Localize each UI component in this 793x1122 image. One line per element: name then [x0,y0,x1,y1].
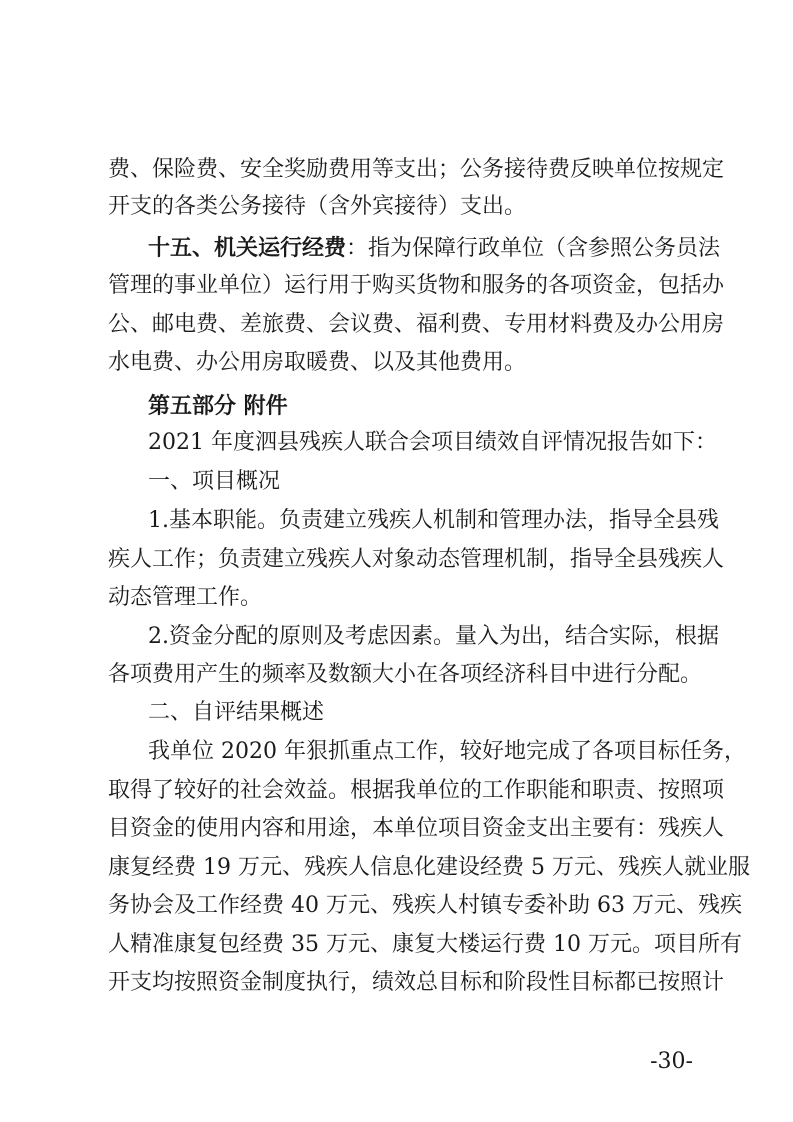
section-heading: 十五、机关运行经费 [148,235,347,261]
body-line: 开支均按照资金制度执行，绩效总目标和阶段性目标都已按照计 [108,970,725,995]
body-line: 务协会及工作经费 40 万元、残疾人村镇专委补助 63 万元、残疾 [108,893,742,918]
intro-line: 2021 年度泗县残疾人联合会项目绩效自评情况报告如下： [148,430,717,455]
body-line: 康复经费 19 万元、残疾人信息化建设经费 5 万元、残疾人就业服 [108,855,750,880]
body-line: 我单位 2020 年狠抓重点工作，较好地完成了各项目标任务， [148,739,746,764]
body-line: 人精准康复包经费 35 万元、康复大楼运行费 10 万元。项目所有 [108,932,742,957]
section-fifteen-line [148,233,720,264]
page-number: -30- [650,1049,693,1074]
part-heading: 第五部分 附件 [148,393,288,419]
body-line: 1.基本职能。负责建立残疾人机制和管理办法，指导全县残 [148,508,719,533]
body-line: 开支的各类公务接待（含外宾接待）支出。 [108,194,527,219]
body-line: 公、邮电费、差旅费、会议费、福利费、专用材料费及办公用房 [108,312,725,337]
body-line: 各项费用产生的频率及数额大小在各项经济科目中进行分配。 [108,662,703,687]
body-text: ：指为保障行政单位（含参照公务员法 [346,236,721,261]
body-line: 费、保险费、安全奖励费用等支出；公务接待费反映单位按规定 [108,157,725,182]
body-line: 水电费、办公用房取暖费、以及其他费用。 [108,350,527,375]
body-line: 2.资金分配的原则及考虑因素。量入为出，结合实际，根据 [148,624,719,649]
body-line: 管理的事业单位）运行用于购买货物和服务的各项资金，包括办 [108,273,725,298]
subheading: 一、项目概况 [148,469,281,494]
subheading: 二、自评结果概述 [148,700,325,725]
body-line: 疾人工作；负责建立残疾人对象动态管理机制，指导全县残疾人 [108,547,725,572]
body-line: 取得了较好的社会效益。根据我单位的工作职能和职责、按照项 [108,778,725,803]
body-line: 动态管理工作。 [108,585,263,610]
body-line: 目资金的使用内容和用途，本单位项目资金支出主要有：残疾人 [108,816,725,841]
